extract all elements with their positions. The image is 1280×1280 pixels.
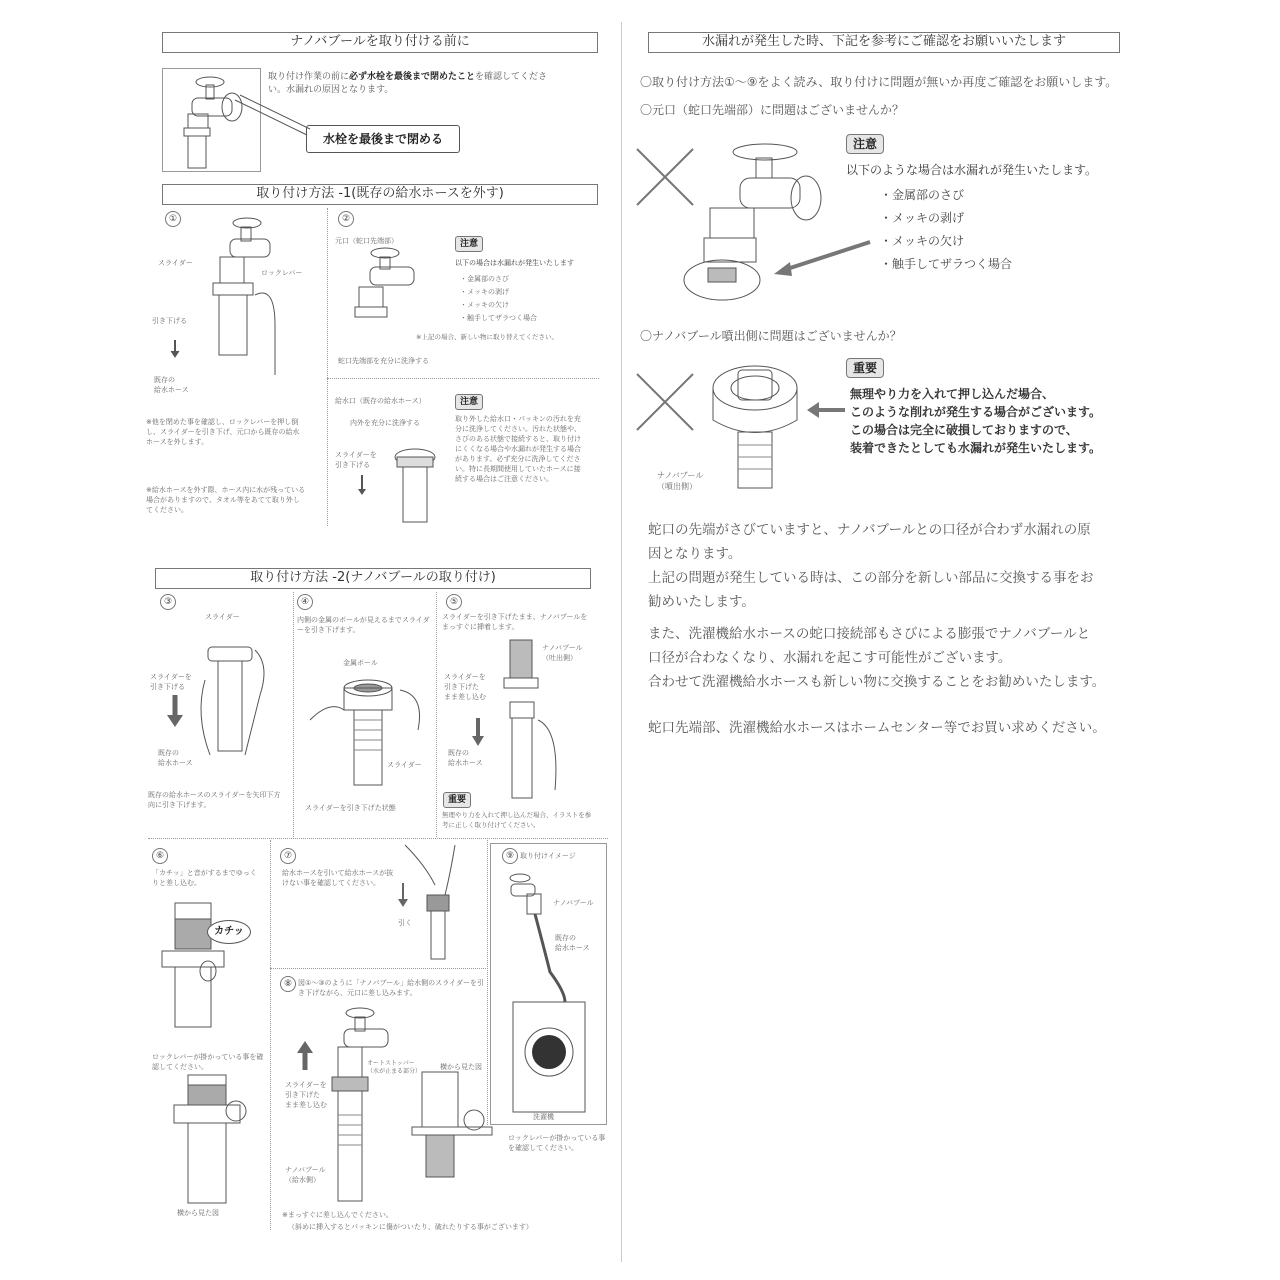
step5-desc: スライダーを引き下げたまま、ナノバブールをまっすぐに挿着します。 <box>442 613 588 631</box>
step8-note2: （斜めに挿入するとパッキンに傷がついたり、破れたりする事がございます） <box>288 1223 533 1231</box>
step1-label-slider: スライダー <box>158 259 193 267</box>
step2-desc2: 取り外した給水口・パッキンの汚れを充分に洗浄してください。汚れた状態や、さびのある状態で接続すると、取り付けにくくなる場合や水漏れが発生する場合があります。必ず充分に洗浄してください。特に長期間使用していたホースに接続する場合はご注意ください。 <box>455 415 581 483</box>
step6-click-bubble: カチッ <box>207 920 251 944</box>
faucet-rust-illustration <box>680 130 880 310</box>
callout-box: 水栓を最後まで閉める <box>306 125 460 153</box>
callout-line <box>235 95 315 145</box>
arrow-to-nano <box>805 400 850 420</box>
step1-illustration <box>175 215 315 395</box>
para3: 蛇口先端部、洗濯機給水ホースはホームセンター等でお買い求めください。 <box>648 720 1106 736</box>
step2-caution-item-2: ・メッキの欠け <box>460 301 509 309</box>
step8-side: 横から見た図 <box>440 1063 482 1071</box>
step1-desc: ※他を閉めた事を確認し、ロックレバーを押し倒し、スライダーを引き下げ、元口から既存の給水ホースを外します。 <box>146 418 300 446</box>
step2-label-top: 元口（蛇口先端部） <box>335 237 398 245</box>
step7-divider <box>270 968 486 969</box>
before-install-text-post: を確認してください。水漏れの原因となります。 <box>268 72 548 95</box>
para1-line-0: 蛇口の先端がさびていますと、ナノバブールとの口径が合わず水漏れの原 <box>648 522 1091 538</box>
step5-illustration <box>490 640 570 810</box>
method2-row-divider <box>148 838 608 839</box>
caution-item-1: ・メッキの剥げ <box>880 211 965 225</box>
page-center-divider <box>621 22 622 1262</box>
step3-label-pull: スライダーを 引き下げる <box>150 673 192 691</box>
step7-pull: 引く <box>398 919 412 927</box>
step9-label-hose: 既存の 給水ホース <box>555 934 590 952</box>
step6-desc: 「カチッ」と音がするまでゆっくりと差し込む。 <box>152 869 257 887</box>
caution-title: 以下のような場合は水漏れが発生いたします。 <box>846 163 1098 177</box>
before-install-text <box>268 71 558 97</box>
step6-side-illustration <box>160 1075 260 1205</box>
before-install-text-pre: 取り付け作業の前に <box>268 72 350 82</box>
arrow-to-faucet <box>770 240 880 280</box>
step7-illustration <box>395 845 485 965</box>
step4-label-ball: 金属ボール <box>343 659 378 667</box>
step8-label-lock: オートストッパー （水が止まる部分） <box>367 1060 422 1075</box>
important-line-3: 装着できたとしても水漏れが発生いたします。 <box>850 441 1102 455</box>
step7-number: ⑦ <box>280 848 296 864</box>
step2-number: ② <box>338 211 354 227</box>
step9-number: ⑨ <box>502 848 518 864</box>
step5-number: ⑤ <box>446 594 462 610</box>
step2-label-slide: スライダーを 引き下げる <box>335 451 377 469</box>
step2-caution-title: 以下の場合は水漏れが発生いたします <box>455 259 574 267</box>
step8-note1: ※まっすぐに差し込んでください。 <box>282 1211 393 1219</box>
step2-divider <box>327 378 599 379</box>
important-badge: 重要 <box>846 358 884 378</box>
step5-important: 無理やり力を入れて押し込んだ場合、イラストを参考に正しく取り付けてください。 <box>442 811 592 829</box>
step4-number: ④ <box>297 594 313 610</box>
step4-label-slider: スライダー <box>387 761 422 769</box>
step4-illustration <box>300 670 435 800</box>
step2-hose-illustration <box>385 435 455 525</box>
step9-label-washer: 洗濯機 <box>533 1113 554 1121</box>
step1-label-hose: 既存の 給水ホース <box>154 376 189 394</box>
step1-number: ① <box>165 211 181 227</box>
step9-title: 取り付けイメージ <box>520 852 576 860</box>
step3-number: ③ <box>160 594 176 610</box>
para2-line-2: 合わせて洗濯機給水ホースも新しい物に交換することをお勧めいたします。 <box>648 674 1106 690</box>
step2-caution-item-1: ・メッキの剥げ <box>460 288 509 296</box>
step6-lock: ロックレバーが掛かっている事を確認してください。 <box>152 1053 264 1071</box>
method2-divider-b <box>436 592 437 837</box>
step2-illustration <box>345 245 445 345</box>
step2-caution-item-0: ・金属部のさび <box>460 275 509 283</box>
method2-header: 取り付け方法 -2(ナノバブールの取り付け) <box>155 568 591 589</box>
step1-label-lock: ロックレバー <box>261 269 303 277</box>
before-install-header: ナノバブールを取り付ける前に <box>162 32 598 53</box>
cross-mark-2 <box>633 370 698 435</box>
step6-illustration <box>150 895 250 1035</box>
leak-check-line3: 〇ナノバブール噴出側に問題はございませんか？ <box>640 329 902 343</box>
step3-desc: 既存の給水ホースのスライダーを矢印下方向に引き下げます。 <box>148 791 281 809</box>
step8-number: ⑧ <box>280 976 296 992</box>
nano-damage-illustration <box>700 360 810 500</box>
leak-check-line1: 〇取り付け方法①〜⑨をよく読み、取り付けに問題が無いか再度ご確認をお願いします。 <box>640 75 1118 89</box>
leak-check-header: 水漏れが発生した時、下記を参考にご確認をお願いいたします <box>648 32 1120 53</box>
step2-label-inside: 内外を充分に洗浄する <box>350 419 420 427</box>
method1-divider <box>327 208 328 526</box>
step2-caution-item-3: ・触手してザラつく場合 <box>460 314 537 322</box>
step8-side-illustration <box>412 1072 502 1182</box>
nano-label: ナノバブール （噴出側） <box>657 471 704 491</box>
para2-line-0: また、洗濯機給水ホースの蛇口接続部もさびによる膨張でナノバブールと <box>648 626 1091 642</box>
step6-side: 横から見た図 <box>177 1209 219 1217</box>
caution-item-3: ・触手してザラつく場合 <box>880 257 1013 271</box>
method2-divider-d <box>487 840 488 1125</box>
step3-label-slider: スライダー <box>205 613 240 621</box>
caution-item-0: ・金属部のさび <box>880 188 965 202</box>
step2-caution-note: ※上記の場合、新しい物に取り替えてください。 <box>416 333 558 341</box>
step9-label-nano: ナノバブール <box>553 899 594 907</box>
step5-label-nano: ナノバブール （吐出側） <box>542 644 583 662</box>
step2-badge2: 注意 <box>455 394 483 410</box>
step8-label-hold: スライダーを 引き下げた まま差し込む <box>285 1081 327 1109</box>
step5-label-hold: スライダーを 引き下げた まま差し込む <box>444 673 486 701</box>
caution-badge: 注意 <box>846 134 884 154</box>
para1-line-2: 上記の問題が発生している時は、この部分を新しい部品に交換する事をお <box>648 570 1094 586</box>
method2-divider-c <box>270 840 271 1230</box>
method2-divider-a <box>293 592 294 837</box>
leak-check-line2: 〇元口（蛇口先端部）に問題はございませんか？ <box>640 103 905 117</box>
step1-note: ※給水ホースを外す際、ホース内に水が残っている場合がありますので、タオル等をあてて取り外してください。 <box>146 486 306 514</box>
method1-header: 取り付け方法 -1(既存の給水ホースを外す) <box>162 184 598 205</box>
step3-illustration <box>150 635 290 765</box>
important-line-0: 無理やり力を入れて押し込んだ場合、 <box>850 387 1055 401</box>
para2-line-1: 口径が合わなくなり、水漏れを起こす可能性がございます。 <box>648 650 1012 666</box>
step4-desc: 内側の金属のボールが見えるまでスライダーを引き下げます。 <box>297 616 430 634</box>
step3-label-hose: 既存の 給水ホース <box>158 749 193 767</box>
step5-badge: 重要 <box>443 792 471 808</box>
before-install-text-bold: 必ず水栓を最後まで閉めたこと <box>349 72 476 82</box>
step2-label-mouth: 給水口（既存の給水ホース） <box>335 397 426 405</box>
step8-lock: ロックレバーが掛かっている事を確認してください。 <box>508 1134 606 1152</box>
step5-label-hose: 既存の 給水ホース <box>448 749 483 767</box>
important-line-2: この場合は完全に破損しておりますので、 <box>850 423 1078 437</box>
caution-item-2: ・メッキの欠け <box>880 234 965 248</box>
step5-arrow <box>470 718 490 748</box>
important-line-1: このような削れが発生する場合がございます。 <box>850 405 1102 419</box>
step6-number: ⑥ <box>152 848 168 864</box>
step2-caution-badge: 注意 <box>455 236 483 252</box>
step8-desc: 図①〜③のように「ナノバブール」給水側のスライダーを引き下げながら、元口に差し込みます。 <box>298 979 484 997</box>
step1-label-pull: 引き下げる <box>152 317 187 325</box>
step8-label-nano: ナノバブール （給水側） <box>285 1166 326 1184</box>
step4-caption: スライダーを引き下げた状態 <box>305 804 396 812</box>
step2-wash: 蛇口先端部を充分に洗浄する <box>338 357 429 365</box>
step9-illustration <box>505 872 595 1122</box>
step7-desc: 給水ホースを引いて給水ホースが抜けない事を確認してください。 <box>282 869 394 887</box>
para1-line-3: 勧めいたします。 <box>648 594 755 610</box>
para1-line-1: 因となります。 <box>648 546 742 562</box>
